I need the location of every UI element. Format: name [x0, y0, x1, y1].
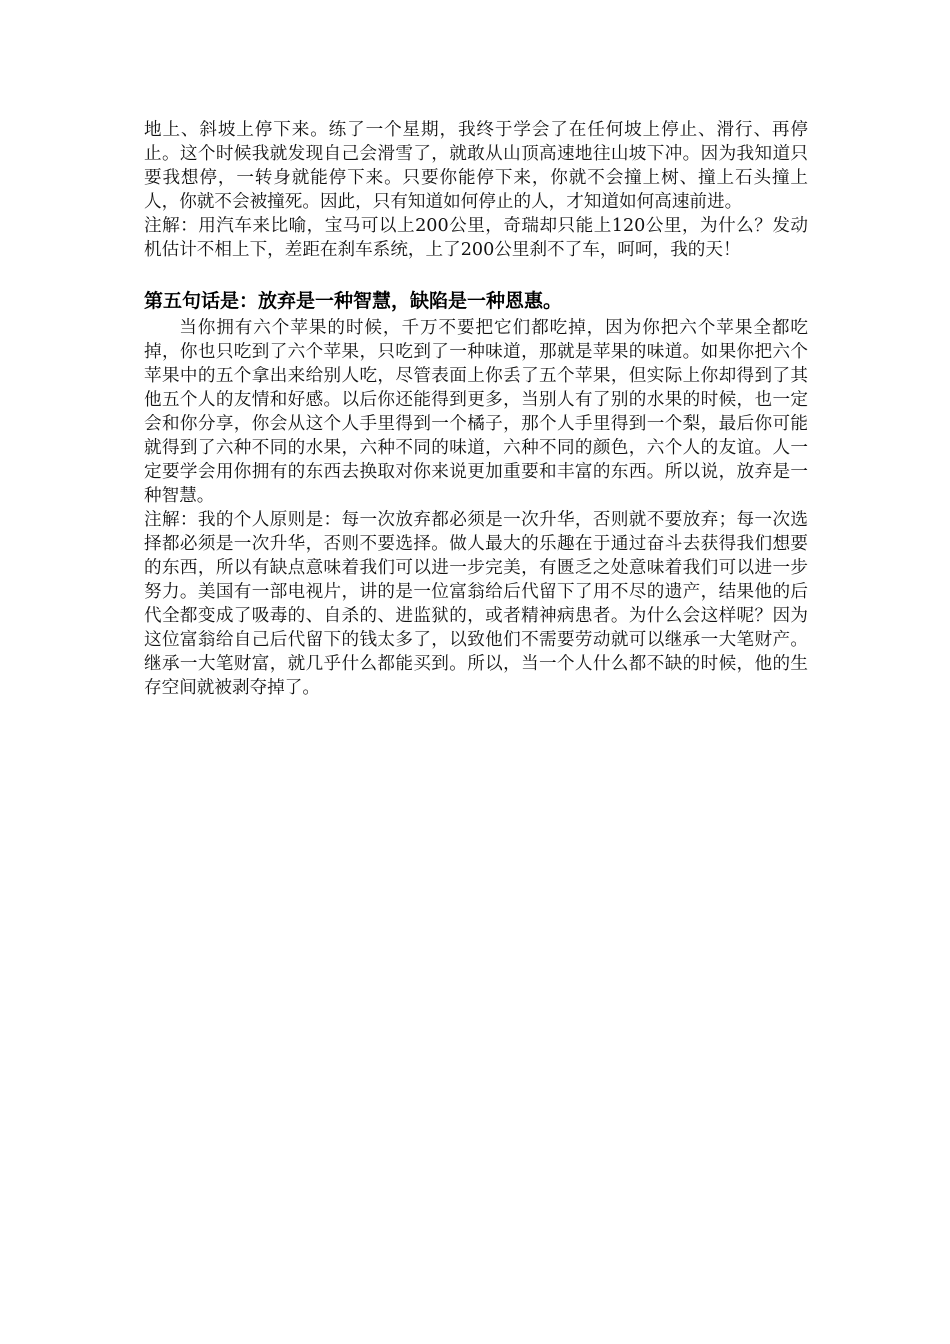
paragraph-principle-note: 注解：我的个人原则是：每一次放弃都必须是一次升华，否则就不要放弃；每一次选择都必须是一次升华，否则不要选择。做人最大的乐趣在于通过奋斗去获得我们想要的东西，所以有缺点意味着我们可以进一步完美，有匮乏之处意味着我们可以进一步努力。美国有一部电视片，讲的是一位富翁给后代留下了用不尽的遗产，结果他的后代全都变成了吸毒的、自杀的、进监狱的，或者精神病患者。为什么会这样呢？因为这位富翁给自己后代留下的钱太多了，以致他们不需要劳动就可以继承一大笔财产。继承一大笔财富，就几乎什么都能买到。所以，当一个人什么都不缺的时候，他的生存空间就被剥夺掉了。 — [144, 510, 808, 698]
document-page — [144, 118, 808, 700]
paragraph-apples-story: 当你拥有六个苹果的时候，千万不要把它们都吃掉，因为你把六个苹果全都吃掉，你也只吃到了六个苹果，只吃到了一种味道，那就是苹果的味道。如果你把六个苹果中的五个拿出来给别人吃，尽管表面上你丢了五个苹果，但实际上你却得到了其他五个人的友情和好感。以后你还能得到更多，当别人有了别的水果的时候，也一定会和你分享，你会从这个人手里得到一个橘子，那个人手里得到一个梨，最后你可能就得到了六种不同的水果，六种不同的味道，六种不同的颜色，六个人的友谊。人一定要学会用你拥有的东西去换取对你来说更加重要和丰富的东西。所以说，放弃是一种智慧。 — [144, 318, 808, 506]
section-heading: 第五句话是：放弃是一种智慧，缺陷是一种恩惠。 — [144, 290, 563, 312]
paragraph-car-note: 注解：用汽车来比喻，宝马可以上200公里，奇瑞却只能上120公里，为什么？发动机估计不相上下，差距在刹车系统，上了200公里刹不了车，呵呵，我的天！ — [144, 216, 808, 260]
paragraph-skiing-story: 地上、斜坡上停下来。练了一个星期，我终于学会了在任何坡上停止、滑行、再停止。这个时候我就发现自己会滑雪了，就敢从山顶高速地往山坡下冲。因为我知道只要我想停，一转身就能停下来。只要你能停下来，你就不会撞上树、撞上石头撞上人，你就不会被撞死。因此，只有知道如何停止的人，才知道如何高速前进。 — [144, 120, 808, 212]
